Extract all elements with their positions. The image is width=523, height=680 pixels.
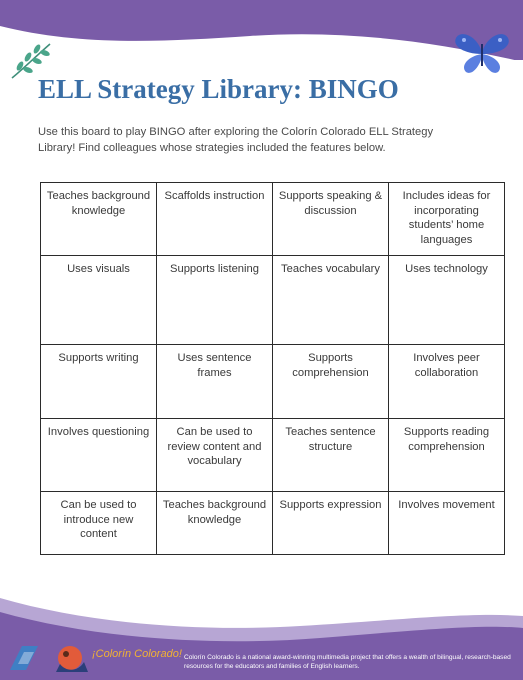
top-wave-banner <box>0 0 523 60</box>
colorin-colorado-logo-text: ¡Colorín Colorado! <box>92 648 182 660</box>
bingo-board <box>40 182 505 555</box>
page-title: ELL Strategy Library: BINGO <box>38 74 399 104</box>
bingo-cell: Supports writing <box>41 345 157 419</box>
bingo-row <box>41 183 505 256</box>
bingo-cell: Uses sentence frames <box>157 345 273 419</box>
bingo-cell: Supports speaking & discussion <box>273 183 389 256</box>
bingo-cell: Uses technology <box>389 256 505 345</box>
bingo-row <box>41 419 505 492</box>
bingo-cell: Involves peer collaboration <box>389 345 505 419</box>
bingo-cell: Scaffolds instruction <box>157 183 273 256</box>
aft-logo <box>8 644 40 672</box>
bingo-cell: Includes ideas for incorporating students’ home languages <box>389 183 505 256</box>
bingo-row <box>41 345 505 419</box>
bingo-cell: Supports listening <box>157 256 273 345</box>
bingo-cell: Supports comprehension <box>273 345 389 419</box>
bingo-cell: Involves movement <box>389 492 505 555</box>
bingo-cell: Involves questioning <box>41 419 157 492</box>
footer-description: Colorín Colorado is a national award-winning multimedia project that offers a wealth of bilingual, research-based resources for the educators and families of English learners. <box>184 654 511 670</box>
bingo-row <box>41 492 505 555</box>
bingo-cell: Uses visuals <box>41 256 157 345</box>
bingo-cell: Teaches sentence structure <box>273 419 389 492</box>
bingo-cell: Teaches vocabulary <box>273 256 389 345</box>
bingo-cell: Teaches background knowledge <box>157 492 273 555</box>
bingo-cell: Can be used to review content and vocabulary <box>157 419 273 492</box>
intro-paragraph: Use this board to play BINGO after exploring the Colorín Colorado ELL Strategy Library! Find colleagues whose strategies included the features below. <box>38 126 434 154</box>
bingo-cell: Can be used to introduce new content <box>41 492 157 555</box>
bingo-cell: Supports expression <box>273 492 389 555</box>
bingo-cell: Teaches background knowledge <box>41 183 157 256</box>
butterfly-icon <box>450 28 514 76</box>
bingo-cell: Supports reading comprehension <box>389 419 505 492</box>
bingo-row <box>41 256 505 345</box>
